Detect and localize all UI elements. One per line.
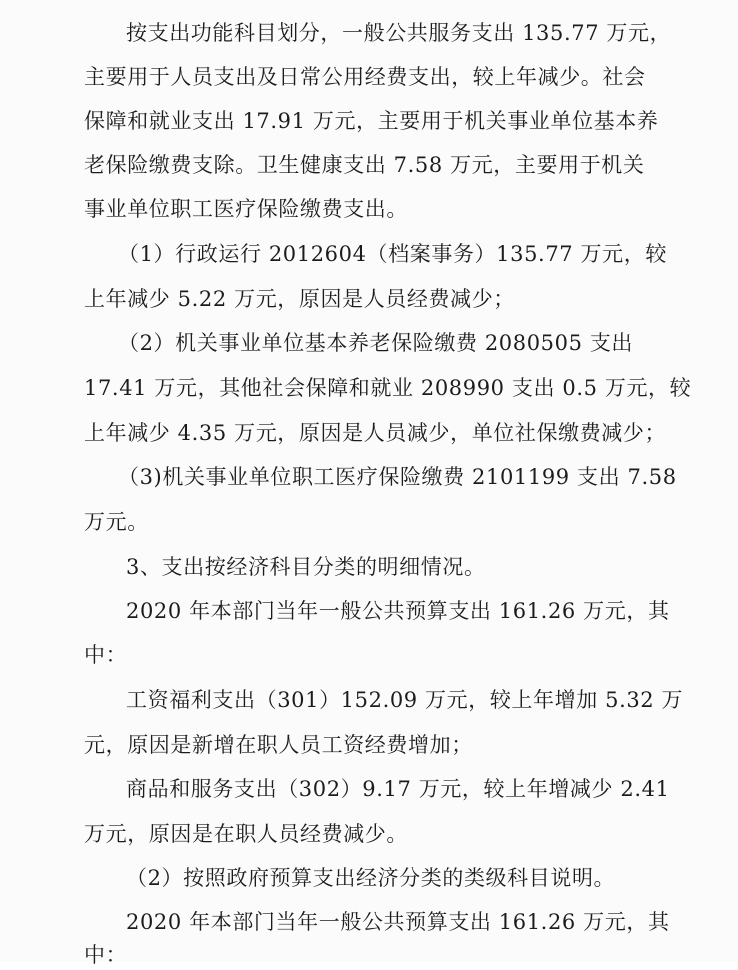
paragraph-line: 工资福利支出（301）152.09 万元，较上年增加 5.32 万 bbox=[126, 688, 684, 712]
paragraph-line: 万元。 bbox=[84, 510, 149, 534]
paragraph-line: 保障和就业支出 17.91 万元，主要用于机关事业单位基本养 bbox=[84, 109, 659, 133]
subsection-heading: （2）按照政府预算支出经济分类的类级科目说明。 bbox=[126, 866, 616, 890]
paragraph-line: （3)机关事业单位职工医疗保险缴费 2101199 支出 7.58 bbox=[118, 465, 677, 489]
paragraph-line: 中： bbox=[84, 943, 128, 967]
paragraph-line: 17.41 万元，其他社会保障和就业 208990 支出 0.5 万元，较 bbox=[84, 376, 692, 400]
paragraph-line: 事业单位职工医疗保险缴费支出。 bbox=[84, 197, 408, 221]
paragraph-line: 2020 年本部门当年一般公共预算支出 161.26 万元，其 bbox=[126, 910, 670, 934]
paragraph-line: 上年减少 5.22 万元，原因是人员经费减少； bbox=[84, 287, 515, 311]
paragraph-line: 元，原因是新增在职人员工资经费增加； bbox=[84, 733, 473, 757]
section-heading: 3、支出按经济科目分类的明细情况。 bbox=[126, 555, 486, 579]
paragraph-line: 主要用于人员支出及日常公用经费支出，较上年减少。社会 bbox=[84, 65, 646, 89]
paragraph-line: 按支出功能科目划分，一般公共服务支出 135.77 万元， bbox=[126, 21, 672, 45]
paragraph-line: 万元，原因是在职人员经费减少。 bbox=[84, 822, 408, 846]
paragraph-line: （1）行政运行 2012604（档案事务）135.77 万元，较 bbox=[118, 242, 667, 266]
paragraph-line: （2）机关事业单位基本养老保险缴费 2080505 支出 bbox=[118, 331, 634, 355]
paragraph-line: 上年减少 4.35 万元，原因是人员减少，单位社保缴费减少； bbox=[84, 421, 667, 445]
paragraph-line: 商品和服务支出（302）9.17 万元，较上年增减少 2.41 bbox=[126, 777, 670, 801]
paragraph-line: 2020 年本部门当年一般公共预算支出 161.26 万元，其 bbox=[126, 599, 670, 623]
paragraph-line: 中： bbox=[84, 643, 128, 667]
paragraph-line: 老保险缴费支除。卫生健康支出 7.58 万元，主要用于机关 bbox=[84, 153, 645, 177]
